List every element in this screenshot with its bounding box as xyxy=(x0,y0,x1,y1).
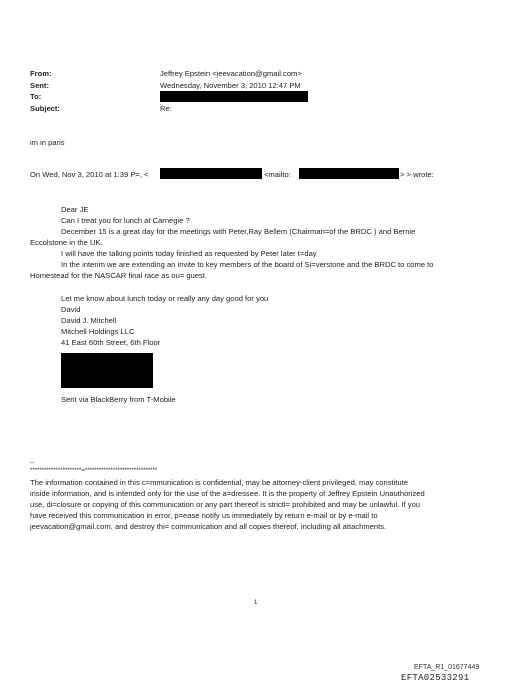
disclaimer-line: inside information, and is intended only for the use of the a=dressee. It is the property of Jeffrey Epstein Unauthorized xyxy=(30,489,425,498)
signature-line: Mitchell Holdings LLC xyxy=(61,327,135,336)
to-label: To: xyxy=(30,92,42,101)
body-line: Eccolstone in the UK. xyxy=(30,238,103,247)
redacted-contact-block xyxy=(61,353,153,388)
quote-suffix: > > wrote: xyxy=(400,170,434,179)
disclaimer-stars: **********************=******************************* xyxy=(30,468,158,474)
quote-prefix: On Wed, Nov 3, 2010 at 1:39 P=, < xyxy=(30,170,149,179)
subject-value: Re: xyxy=(160,104,172,113)
body-line: December 15 is a great day for the meetings with Peter,Ray Bellem (Chairman=of the BRDC ) and Bernie xyxy=(61,227,416,236)
redacted-recipient xyxy=(160,91,308,102)
disclaimer-line: have received this communication in error, p=ease notify us immediately by return e-mail or by e-mail to xyxy=(30,511,378,520)
reply-text: im in paris xyxy=(30,138,65,147)
signature-line: 41 East 60th Street, 6th Floor xyxy=(61,338,161,347)
quote-mailto: <mailto: xyxy=(264,170,291,179)
body-line: I will have the talking points today finished as requested by Peter later t=day xyxy=(61,249,317,258)
doc-id-primary: EFTA_R1_01677449 xyxy=(414,664,480,671)
redacted-sender-email xyxy=(299,168,399,179)
sent-label: Sent: xyxy=(30,81,49,90)
body-line: Dear JE xyxy=(61,205,89,214)
doc-id-secondary: EFTA02533291 xyxy=(401,673,470,683)
redacted-sender-name xyxy=(160,168,262,179)
body-line: Homestead for the NASCAR final race as ou= guest. xyxy=(30,271,208,280)
body-line: In the interim we are extending an invite to key members of the board of Si=verstone and the BRDC to come to xyxy=(61,260,434,269)
disclaimer-dashes: -- xyxy=(30,460,34,466)
signature-line: David J. Mitchell xyxy=(61,316,117,325)
closing-line: Let me know about lunch today or really any day good for you xyxy=(61,294,269,303)
subject-label: Subject: xyxy=(30,104,60,113)
sent-via: Sent via BlackBerry from T-Mobile xyxy=(61,395,176,404)
sent-value: Wednesday, November 3, 2010 12:47 PM xyxy=(160,81,301,90)
body-line: Can I treat you for lunch at Carnegie ? xyxy=(61,216,190,225)
signature-line: David xyxy=(61,305,81,314)
disclaimer-line: jeevacation@gmail.com, and destroy thi= communication and all copies thereof, including all attachments. xyxy=(30,522,387,531)
from-value: Jeffrey Epstein <jeevacation@gmail.com> xyxy=(160,69,302,78)
disclaimer-line: The information contained in this c=mmunication is confidential, may be attorney-client privileged, may constitute xyxy=(30,478,408,487)
disclaimer-line: use, di=closure or copying of this communication or any part thereof is strictl= prohibited and may be unlawful. If you xyxy=(30,500,421,509)
from-label: From: xyxy=(30,69,52,78)
page-number: 1 xyxy=(254,600,258,606)
